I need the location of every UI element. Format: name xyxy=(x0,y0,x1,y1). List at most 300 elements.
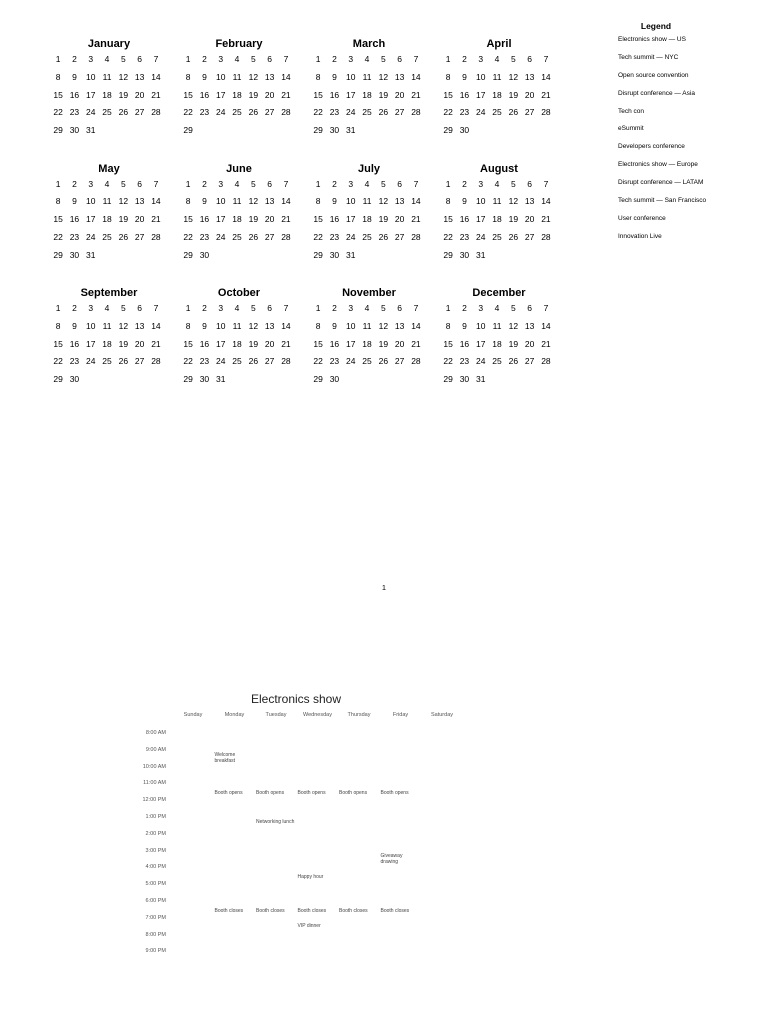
day-cell: 29 xyxy=(313,374,323,385)
day-cell: 9 xyxy=(332,196,337,207)
day-cell: 19 xyxy=(508,338,519,349)
day-cell: 14 xyxy=(151,320,161,331)
day-cell: 3 xyxy=(218,178,224,189)
day-cell: 11 xyxy=(232,320,242,331)
day-cell: 6 xyxy=(137,303,142,313)
day-cell: 26 xyxy=(378,107,389,118)
day-cell: 17 xyxy=(476,214,486,225)
day-cell: 30 xyxy=(199,374,210,385)
legend-item: User conference xyxy=(618,214,666,222)
month-title: February xyxy=(215,38,263,50)
day-cell: 18 xyxy=(362,214,372,225)
day-cell: 4 xyxy=(494,178,500,189)
schedule-event: Giveaway drawing xyxy=(380,852,403,865)
day-cell: 26 xyxy=(508,107,519,118)
day-cell: 2 xyxy=(202,303,207,313)
day-cell: 15 xyxy=(183,89,193,100)
day-cell: 28 xyxy=(541,107,551,118)
day-cell: 28 xyxy=(411,356,421,367)
day-cell: 23 xyxy=(69,356,80,367)
day-cell: 18 xyxy=(232,89,242,100)
day-cell: 16 xyxy=(69,89,80,100)
day-cell: 17 xyxy=(86,89,96,100)
day-cell: 6 xyxy=(397,178,402,189)
day-cell: 18 xyxy=(492,214,502,225)
day-cell: 7 xyxy=(153,303,159,313)
day-cell: 29 xyxy=(443,125,453,136)
day-cell: 5 xyxy=(510,54,516,64)
day-cell: 4 xyxy=(104,303,110,313)
legend-item: eSummit xyxy=(618,125,644,133)
day-cell: 14 xyxy=(151,196,161,207)
day-cell: 14 xyxy=(281,196,291,207)
day-cell: 11 xyxy=(102,71,112,82)
day-cell: 3 xyxy=(478,54,484,64)
day-cell: 16 xyxy=(199,214,210,225)
time-label: 1:00 PM xyxy=(145,814,166,820)
day-cell: 30 xyxy=(69,125,80,136)
legend-item: Disrupt conference — LATAM xyxy=(618,179,704,187)
month-november xyxy=(310,285,428,391)
day-cell: 16 xyxy=(329,338,340,349)
day-cell: 14 xyxy=(281,320,291,331)
day-cell: 12 xyxy=(378,196,389,207)
day-cell: 1 xyxy=(315,178,321,189)
day-cell: 5 xyxy=(250,54,256,64)
day-cell: 8 xyxy=(445,71,451,82)
legend-item: Tech con xyxy=(618,107,645,115)
month-title: January xyxy=(87,38,131,50)
day-cell: 13 xyxy=(264,71,275,82)
day-cell: 9 xyxy=(72,320,77,331)
day-cell: 25 xyxy=(232,231,242,242)
day-cell: 25 xyxy=(362,231,372,242)
day-cell: 20 xyxy=(264,89,275,100)
day-cell: 26 xyxy=(118,107,129,118)
day-cell: 6 xyxy=(137,178,142,189)
month-march xyxy=(310,36,428,142)
day-cell: 17 xyxy=(346,338,356,349)
day-cell: 20 xyxy=(524,89,535,100)
day-cell: 5 xyxy=(380,54,386,64)
day-cell: 20 xyxy=(524,338,535,349)
day-cell: 5 xyxy=(120,178,126,189)
day-cell: 30 xyxy=(329,125,340,136)
day-cell: 7 xyxy=(283,178,289,189)
day-grid xyxy=(50,178,168,267)
day-cell: 21 xyxy=(151,89,161,100)
day-cell: 24 xyxy=(346,107,356,118)
day-cell: 11 xyxy=(362,71,372,82)
day-grid xyxy=(180,302,298,391)
day-cell: 29 xyxy=(53,125,63,136)
day-cell: 23 xyxy=(459,356,470,367)
day-cell: 25 xyxy=(232,356,242,367)
day-cell: 11 xyxy=(102,320,112,331)
day-cell: 7 xyxy=(413,54,419,64)
day-cell: 19 xyxy=(248,89,259,100)
month-title: September xyxy=(80,287,138,299)
month-july xyxy=(310,161,428,267)
day-cell: 24 xyxy=(86,356,96,367)
day-cell: 14 xyxy=(411,196,421,207)
day-cell: 3 xyxy=(218,303,224,313)
day-cell: 26 xyxy=(118,356,129,367)
day-cell: 22 xyxy=(313,231,323,242)
month-may xyxy=(50,161,168,267)
day-cell: 25 xyxy=(492,107,502,118)
day-cell: 4 xyxy=(234,178,240,189)
day-cell: 21 xyxy=(151,214,161,225)
schedule-event: Booth closes xyxy=(339,908,368,915)
day-cell: 13 xyxy=(134,196,145,207)
day-cell: 18 xyxy=(362,338,372,349)
day-cell: 19 xyxy=(248,214,259,225)
day-cell: 2 xyxy=(332,303,337,313)
day-cell: 5 xyxy=(380,178,386,189)
day-cell: 19 xyxy=(118,89,129,100)
day-cell: 13 xyxy=(524,71,535,82)
day-cell: 9 xyxy=(462,196,467,207)
week-schedule-page xyxy=(0,620,768,1024)
day-cell: 20 xyxy=(394,214,405,225)
legend-item: Tech summit — San Francisco xyxy=(618,197,707,205)
day-cell: 9 xyxy=(332,71,337,82)
day-cell: 26 xyxy=(248,231,259,242)
time-label: 10:00 AM xyxy=(142,763,166,770)
day-cell: 1 xyxy=(445,54,451,64)
day-cell: 27 xyxy=(394,231,405,242)
day-cell: 1 xyxy=(445,178,451,189)
day-cell: 6 xyxy=(267,178,272,189)
day-cell: 5 xyxy=(250,178,256,189)
day-cell: 22 xyxy=(443,356,453,367)
time-label: 11:00 AM xyxy=(143,780,166,787)
day-cell: 8 xyxy=(185,320,191,331)
day-cell: 27 xyxy=(394,107,405,118)
day-cell: 31 xyxy=(86,249,96,260)
day-cell: 9 xyxy=(462,320,467,331)
day-cell: 10 xyxy=(216,196,226,207)
day-cell: 12 xyxy=(508,320,519,331)
day-cell: 1 xyxy=(55,178,61,189)
legend-item: Disrupt conference — Asia xyxy=(618,89,695,97)
day-cell: 25 xyxy=(492,356,502,367)
day-cell: 28 xyxy=(151,356,161,367)
day-cell: 26 xyxy=(118,231,129,242)
time-label: 5:00 PM xyxy=(145,881,166,888)
day-cell: 23 xyxy=(199,107,210,118)
day-cell: 26 xyxy=(508,231,519,242)
day-cell: 2 xyxy=(462,54,467,64)
day-cell: 25 xyxy=(102,231,112,242)
month-december xyxy=(440,285,558,391)
day-cell: 18 xyxy=(102,338,112,349)
schedule-event: Networking lunch xyxy=(256,819,295,825)
day-cell: 13 xyxy=(394,196,405,207)
day-cell: 10 xyxy=(86,71,96,82)
day-cell: 16 xyxy=(69,338,80,349)
day-cell: 10 xyxy=(216,320,226,331)
day-cell: 23 xyxy=(199,356,210,367)
day-cell: 5 xyxy=(510,303,516,313)
day-cell: 19 xyxy=(118,214,129,225)
day-cell: 12 xyxy=(248,196,259,207)
day-cell: 26 xyxy=(248,107,259,118)
day-cell: 24 xyxy=(216,107,226,118)
day-cell: 14 xyxy=(411,71,421,82)
day-cell: 5 xyxy=(380,303,386,313)
day-cell: 2 xyxy=(72,54,77,64)
day-cell: 9 xyxy=(72,71,77,82)
day-grid xyxy=(310,178,428,267)
day-cell: 7 xyxy=(153,178,159,189)
day-cell: 13 xyxy=(134,71,145,82)
day-cell: 20 xyxy=(134,89,145,100)
day-grid xyxy=(310,302,428,391)
day-cell: 17 xyxy=(86,214,96,225)
day-cell: 7 xyxy=(543,54,549,64)
day-cell: 18 xyxy=(102,89,112,100)
day-cell: 22 xyxy=(53,356,63,367)
day-cell: 17 xyxy=(86,338,96,349)
day-cell: 21 xyxy=(281,338,291,349)
day-cell: 24 xyxy=(86,107,96,118)
time-label: 8:00 AM xyxy=(145,730,166,736)
day-cell: 8 xyxy=(445,196,451,207)
day-cell: 4 xyxy=(364,54,370,64)
day-cell: 29 xyxy=(183,374,193,385)
day-cell: 21 xyxy=(411,214,421,225)
day-cell: 19 xyxy=(378,338,389,349)
day-cell: 28 xyxy=(151,107,161,118)
day-cell: 18 xyxy=(232,338,242,349)
day-cell: 1 xyxy=(185,303,191,313)
day-cell: 21 xyxy=(541,89,551,100)
day-cell: 14 xyxy=(541,71,551,82)
day-cell: 12 xyxy=(378,71,389,82)
day-cell: 23 xyxy=(329,107,340,118)
day-cell: 13 xyxy=(264,320,275,331)
day-cell: 12 xyxy=(118,196,129,207)
day-cell: 23 xyxy=(459,231,470,242)
day-cell: 3 xyxy=(478,303,484,313)
day-cell: 20 xyxy=(524,214,535,225)
time-label: 12:00 PM xyxy=(142,797,166,804)
day-cell: 27 xyxy=(134,107,145,118)
day-cell: 15 xyxy=(313,89,323,100)
day-cell: 7 xyxy=(543,178,549,189)
day-cell: 7 xyxy=(283,303,289,313)
day-cell: 15 xyxy=(443,338,453,349)
day-cell: 10 xyxy=(476,320,486,331)
time-label: 2:00 PM xyxy=(145,830,166,837)
month-october xyxy=(180,285,298,391)
time-label: 4:00 PM xyxy=(145,864,166,871)
legend-item: Tech summit — NYC xyxy=(618,53,679,61)
day-cell: 16 xyxy=(459,89,470,100)
day-cell: 12 xyxy=(508,71,519,82)
day-cell: 10 xyxy=(476,196,486,207)
month-title: May xyxy=(98,162,120,175)
day-cell: 22 xyxy=(183,107,193,118)
day-cell: 8 xyxy=(445,320,451,331)
day-grid xyxy=(50,53,168,142)
schedule-event: Booth opens xyxy=(380,790,409,797)
day-cell: 11 xyxy=(102,196,112,207)
day-cell: 26 xyxy=(248,356,259,367)
day-cell: 17 xyxy=(476,89,486,100)
day-cell: 9 xyxy=(72,196,77,207)
weekday-friday: Friday xyxy=(392,712,409,718)
day-cell: 15 xyxy=(183,338,193,349)
day-cell: 2 xyxy=(202,54,207,64)
day-cell: 9 xyxy=(332,320,337,331)
legend-list xyxy=(618,34,763,249)
day-cell: 2 xyxy=(462,303,467,313)
legend-item: Electronics show — US xyxy=(618,36,686,43)
day-cell: 1 xyxy=(315,54,321,64)
day-cell: 24 xyxy=(346,356,356,367)
schedule-event: Booth closes xyxy=(214,908,244,915)
day-cell: 14 xyxy=(541,196,551,207)
day-cell: 27 xyxy=(524,107,535,118)
day-cell: 10 xyxy=(346,196,356,207)
day-cell: 11 xyxy=(232,71,242,82)
day-cell: 14 xyxy=(541,320,551,331)
day-cell: 9 xyxy=(202,71,207,82)
weekday-wednesday: Wednesday xyxy=(303,712,332,718)
day-cell: 16 xyxy=(69,214,80,225)
day-cell: 29 xyxy=(183,125,193,136)
day-cell: 11 xyxy=(492,320,502,331)
day-cell: 10 xyxy=(476,71,486,82)
day-cell: 6 xyxy=(397,303,402,313)
day-cell: 27 xyxy=(394,356,405,367)
day-grid xyxy=(180,53,298,142)
day-cell: 21 xyxy=(411,89,421,100)
day-cell: 23 xyxy=(459,107,470,118)
day-cell: 20 xyxy=(394,338,405,349)
month-title: July xyxy=(357,162,380,175)
day-cell: 17 xyxy=(216,214,226,225)
day-cell: 31 xyxy=(216,374,226,385)
day-cell: 16 xyxy=(459,338,470,349)
day-cell: 25 xyxy=(232,107,242,118)
month-title: November xyxy=(342,287,396,299)
schedule-event: Booth opens xyxy=(339,790,368,797)
day-grid xyxy=(440,302,558,391)
month-june xyxy=(180,161,298,267)
day-cell: 18 xyxy=(492,338,502,349)
day-cell: 28 xyxy=(541,231,551,242)
day-cell: 18 xyxy=(362,89,372,100)
day-cell: 12 xyxy=(248,320,259,331)
day-cell: 13 xyxy=(394,320,405,331)
page-number: 1 xyxy=(381,583,387,592)
day-cell: 21 xyxy=(541,214,551,225)
day-cell: 23 xyxy=(199,231,210,242)
day-cell: 4 xyxy=(494,303,500,313)
schedule-event: Happy hour xyxy=(297,874,324,881)
day-cell: 10 xyxy=(216,71,226,82)
day-cell: 19 xyxy=(378,214,389,225)
day-cell: 27 xyxy=(524,356,535,367)
month-title: March xyxy=(352,38,386,50)
day-cell: 20 xyxy=(394,89,405,100)
day-cell: 7 xyxy=(283,54,289,64)
day-cell: 25 xyxy=(102,356,112,367)
day-cell: 27 xyxy=(134,231,145,242)
day-cell: 15 xyxy=(443,214,453,225)
day-cell: 2 xyxy=(332,178,337,189)
day-cell: 20 xyxy=(264,338,275,349)
day-cell: 4 xyxy=(104,178,110,189)
legend-item: Electronics show — Europe xyxy=(618,161,698,169)
day-cell: 15 xyxy=(443,89,453,100)
day-cell: 27 xyxy=(264,356,275,367)
day-cell: 27 xyxy=(264,107,275,118)
day-cell: 19 xyxy=(508,89,519,100)
weekday-monday: Monday xyxy=(224,712,245,718)
day-cell: 16 xyxy=(329,214,340,225)
day-cell: 27 xyxy=(524,231,535,242)
day-cell: 30 xyxy=(459,374,470,385)
day-cell: 3 xyxy=(88,54,94,64)
day-cell: 15 xyxy=(53,89,63,100)
day-cell: 12 xyxy=(378,320,389,331)
day-cell: 11 xyxy=(492,196,502,207)
day-cell: 31 xyxy=(86,125,96,136)
day-cell: 24 xyxy=(86,231,96,242)
legend-title: Legend xyxy=(640,21,672,31)
day-cell: 8 xyxy=(185,196,191,207)
day-cell: 9 xyxy=(462,71,467,82)
day-cell: 3 xyxy=(218,54,224,64)
day-cell: 24 xyxy=(476,356,486,367)
day-cell: 4 xyxy=(364,178,370,189)
day-cell: 29 xyxy=(313,125,323,136)
day-cell: 4 xyxy=(364,303,370,313)
day-cell: 29 xyxy=(443,374,453,385)
month-title: August xyxy=(480,162,518,175)
day-cell: 28 xyxy=(281,107,291,118)
day-cell: 6 xyxy=(267,303,272,313)
day-cell: 1 xyxy=(55,303,61,313)
day-cell: 20 xyxy=(134,338,145,349)
schedule-event: Booth closes xyxy=(380,908,410,915)
day-cell: 15 xyxy=(53,338,63,349)
day-cell: 12 xyxy=(508,196,519,207)
day-cell: 29 xyxy=(313,249,323,260)
day-cell: 3 xyxy=(88,178,94,189)
weekday-sunday: Sunday xyxy=(183,712,203,718)
day-cell: 10 xyxy=(86,196,96,207)
day-cell: 10 xyxy=(346,320,356,331)
day-cell: 31 xyxy=(346,125,356,136)
day-cell: 8 xyxy=(315,320,321,331)
weekday-saturday: Saturday xyxy=(430,712,453,718)
day-cell: 30 xyxy=(69,374,80,385)
day-cell: 30 xyxy=(329,374,340,385)
day-cell: 6 xyxy=(137,54,142,64)
legend-item: Open source convention xyxy=(618,71,689,79)
day-cell: 2 xyxy=(72,303,77,313)
day-cell: 25 xyxy=(362,107,372,118)
day-cell: 17 xyxy=(216,338,226,349)
month-january xyxy=(50,36,168,142)
day-cell: 1 xyxy=(315,303,321,313)
